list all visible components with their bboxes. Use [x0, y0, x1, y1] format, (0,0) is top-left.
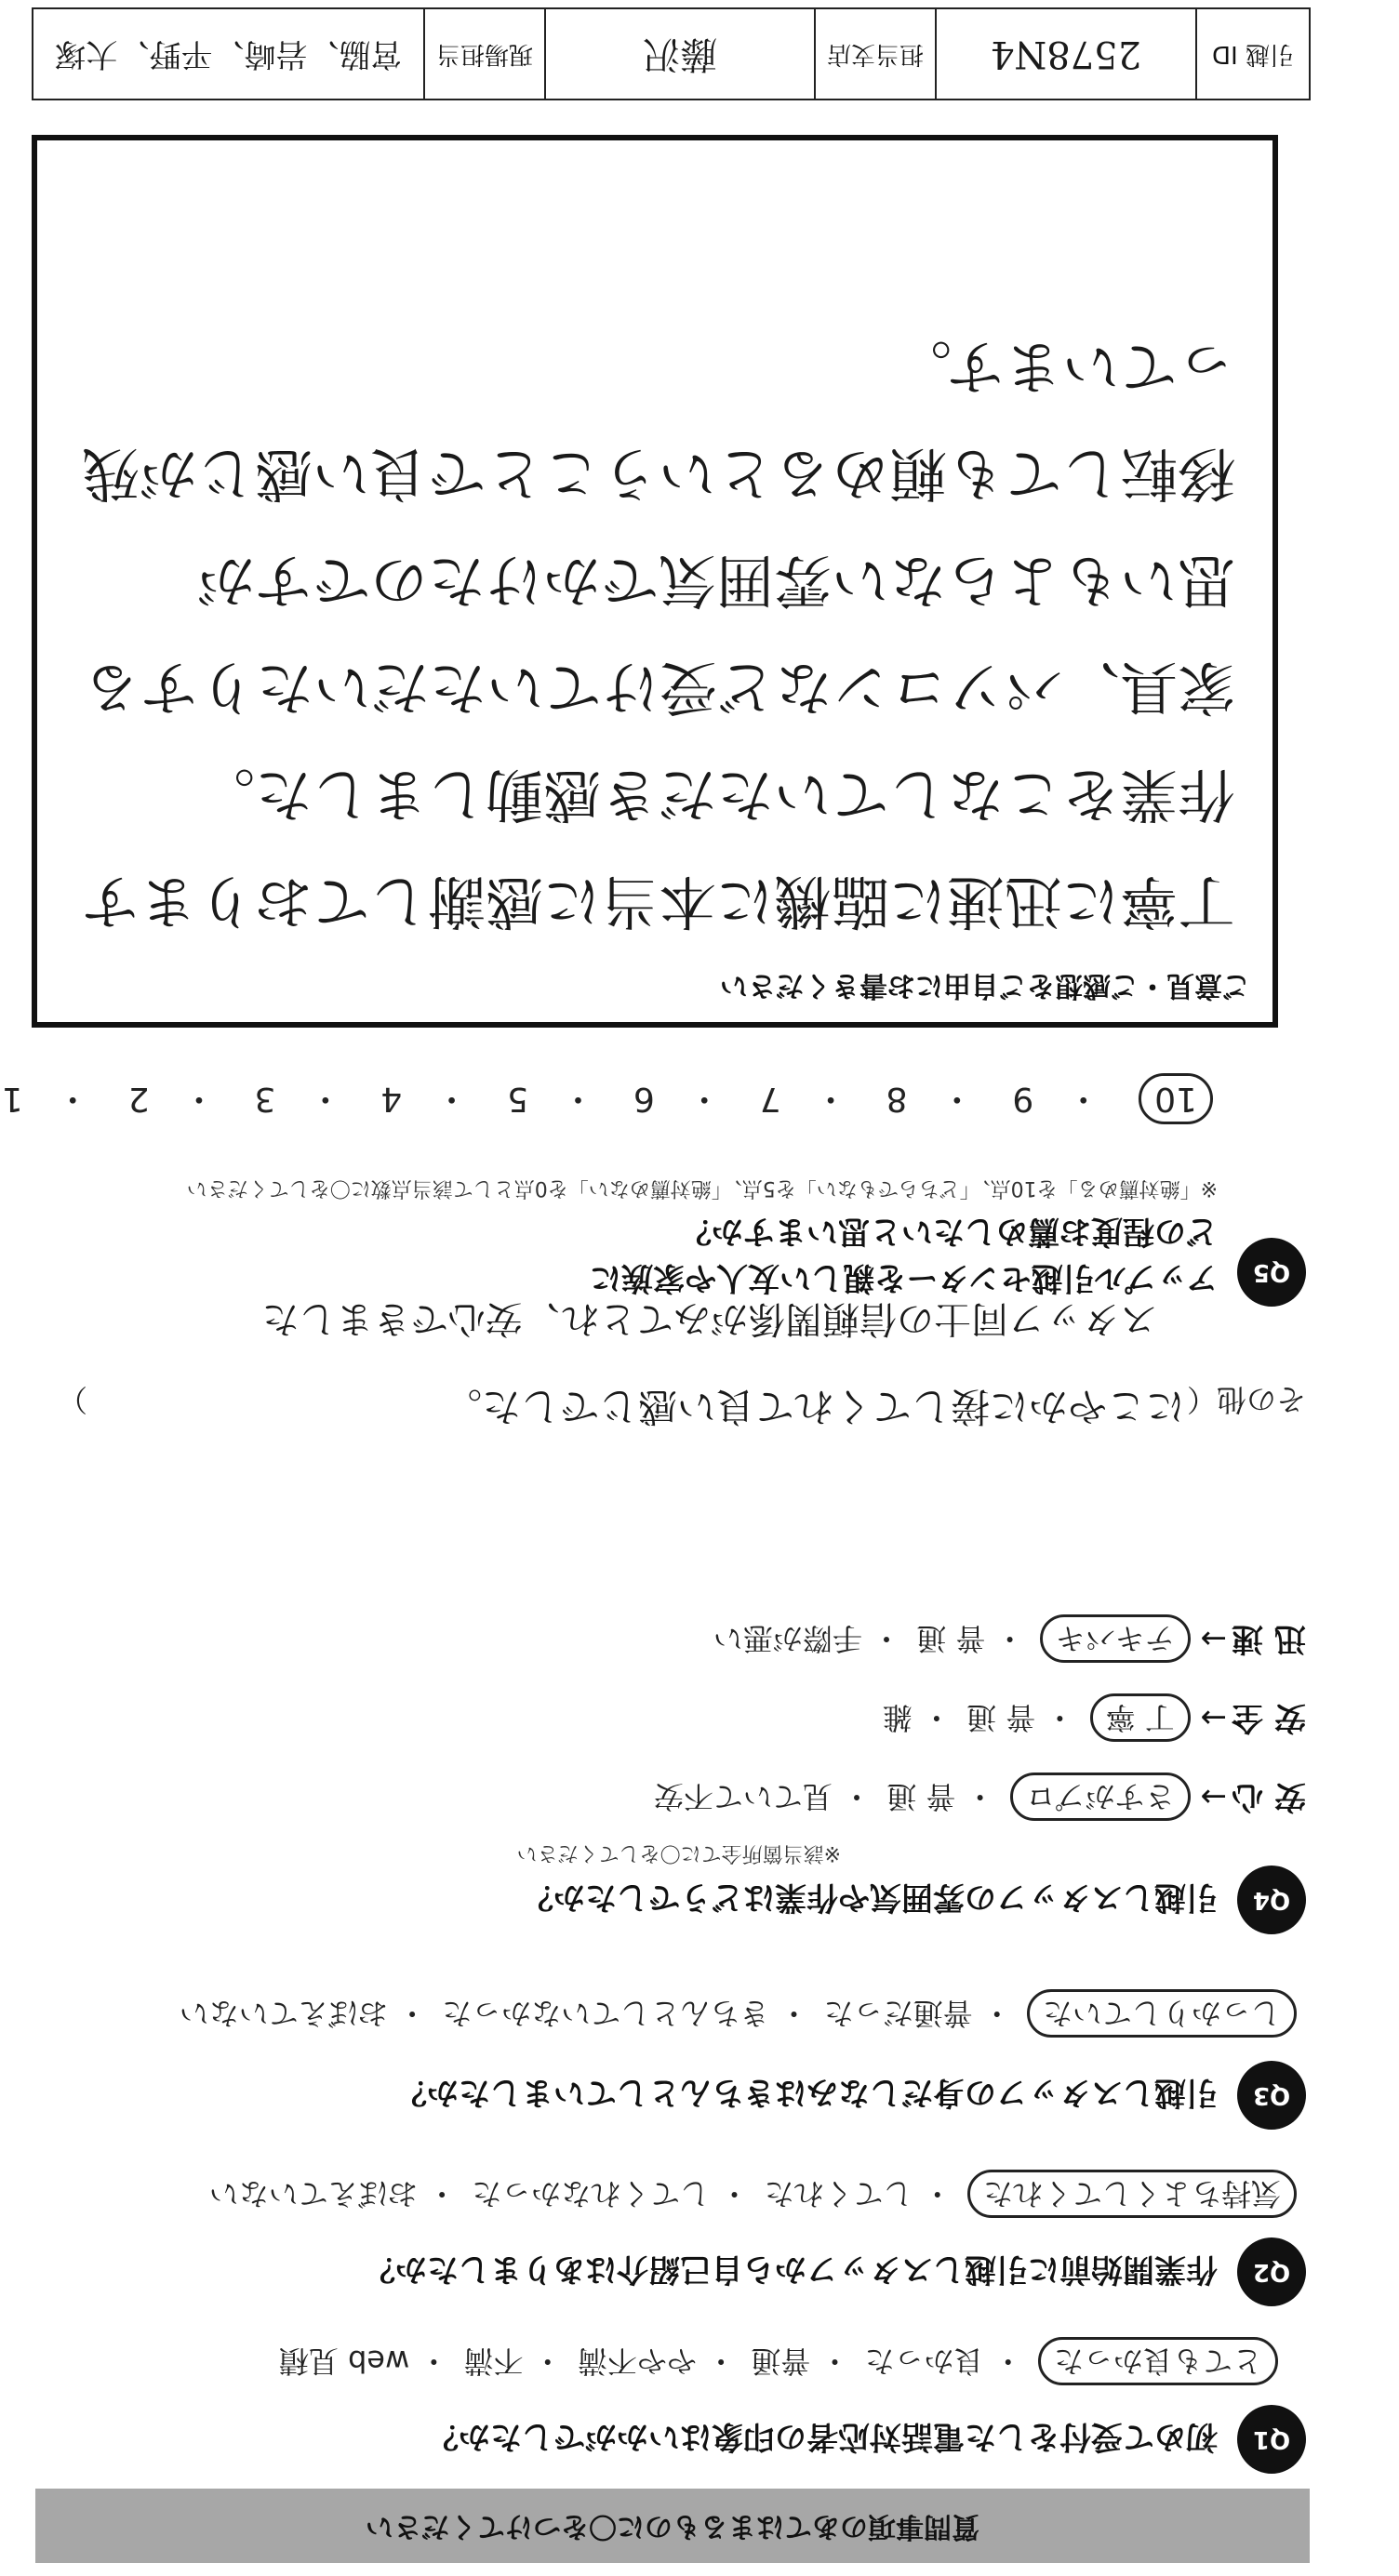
instructions-text: 質問事項のあてはまるものに〇をつけてください	[366, 2510, 979, 2543]
q4-question: 引越しスタッフの雰囲気や作業はどうでしたか？	[522, 1879, 1218, 1916]
q4-option[interactable]: ・ 普 通	[916, 1621, 1025, 1656]
q1-badge: Q1	[1237, 2405, 1306, 2474]
q5-score[interactable]: ・ 6	[633, 1080, 722, 1118]
q5-score[interactable]: ・ 3	[254, 1080, 342, 1118]
arrow-right-icon: →	[1190, 1620, 1228, 1657]
q5-score[interactable]: ・ 5	[507, 1080, 595, 1118]
q1-question: 初めて受付をした電話対応者の印象はいかがでしたか？	[427, 2418, 1218, 2455]
q3-option[interactable]: ・ 普通だった	[823, 1996, 1012, 2031]
q2-option[interactable]: ・ おぼえていない	[208, 2176, 458, 2211]
arrow-right-icon: →	[1190, 1778, 1228, 1815]
comment-line: っています。	[893, 333, 1235, 401]
comment-line: 思いもよらない雰囲気でかけたのですが	[196, 547, 1235, 615]
q3-option[interactable]: ・ おぼえていない	[179, 1996, 428, 2031]
q5-score[interactable]: ・ 2	[127, 1080, 217, 1118]
q3-options	[174, 1994, 1297, 2037]
q4-option[interactable]: ・ 手際が悪い	[713, 1621, 902, 1656]
q4-row-anshin	[648, 1777, 1306, 1823]
q4-badge: Q4	[1237, 1866, 1306, 1934]
q1-option[interactable]: ・ 良かった	[864, 2344, 1023, 2379]
q4-other-label: その他（	[1186, 1382, 1306, 1417]
arrow-right-icon: →	[1190, 1699, 1228, 1736]
q5-badge: Q5	[1237, 1238, 1306, 1307]
q4-option[interactable]: ・ 雑	[882, 1700, 952, 1735]
move-id-value: 2578N4	[937, 9, 1197, 99]
q4-row-anzen	[877, 1698, 1306, 1744]
q2-question: 作業開始前に引越しスタッフから自己紹介はありましたか？	[364, 2251, 1218, 2288]
q4-other-handwriting-2: スタッフ同士の信頼関係がみてとれ、安心できました	[261, 1297, 1157, 1340]
comment-line: 丁寧に迅速に臨機に本当に感謝しております	[81, 868, 1235, 936]
q1-options	[273, 2342, 1278, 2384]
q2-options	[204, 2174, 1297, 2217]
q3-option-selected[interactable]: しっかりしていた	[1027, 1989, 1297, 2038]
leader-label: 現場担当	[425, 9, 546, 99]
q1-option[interactable]: ・ web 見積	[278, 2344, 449, 2379]
q4-option[interactable]: ・ 見ていて不安	[653, 1779, 873, 1814]
q4-option-selected[interactable]: さすがプロ	[1010, 1773, 1191, 1821]
q4-row-label: 安 全	[1232, 1699, 1306, 1736]
q1-option[interactable]: ・ やや不満	[577, 2344, 737, 2379]
office-use-table	[32, 7, 1311, 100]
leader-value: 宮脇、岩崎、平野、大塚	[33, 9, 425, 99]
comment-line: 作業をこなしていただき感動しました。	[196, 761, 1235, 829]
comment-line: 移転しても頼めるということで良い感じが残	[81, 440, 1235, 508]
q5-score[interactable]: ・ 9	[1012, 1080, 1100, 1118]
q5-score[interactable]: ・ 7	[759, 1080, 848, 1118]
q2-option[interactable]: ・ してくれなかった	[472, 2176, 750, 2211]
q5-scale	[0, 1078, 1213, 1125]
comments-title: ご意見・ご感想をご自由にお書きください	[720, 969, 1250, 1002]
q5-score[interactable]: ・ 8	[886, 1080, 974, 1118]
q3-badge: Q3	[1237, 2061, 1306, 2130]
branch-label: 担当支店	[816, 9, 937, 99]
q4-row-label: 迅 速	[1232, 1620, 1306, 1657]
q5-score[interactable]: ・ 1	[1, 1080, 90, 1118]
q4-other-handwriting-1: にこやかに接してくれて良い感じでした。	[442, 1384, 1185, 1429]
q1-option[interactable]: ・ 普通	[751, 2344, 850, 2379]
q2-option-selected[interactable]: 気持ちよくしてくれた	[967, 2170, 1297, 2218]
q4-other-close: ）	[57, 1382, 87, 1417]
q4-option-selected[interactable]: 丁 寧	[1090, 1693, 1191, 1742]
q5-question-line2: どの程度お薦めしたいと思いますか？	[680, 1213, 1218, 1250]
q4-option[interactable]: ・ 普 通	[966, 1700, 1075, 1735]
q5-note: ※「絶対薦める」を10点、「どちらでもない」を5点、「絶対薦めない」を0点として該当点数に〇をしてください	[186, 1176, 1218, 1200]
q4-option[interactable]: ・ 普 通	[886, 1779, 995, 1814]
q2-badge: Q2	[1237, 2237, 1306, 2306]
q1-option-selected[interactable]: とても良かった	[1038, 2337, 1278, 2385]
comments-box[interactable]	[32, 135, 1278, 1028]
q5-question-line1: アップル引越センターを親しい友人や家族に	[590, 1259, 1218, 1296]
q3-question: 引越しスタッフの身だしなみはきちんとしていましたか？	[395, 2074, 1218, 2111]
move-id-label: 引越 ID	[1212, 40, 1294, 68]
q3-option[interactable]: ・ きちんとしていなかった	[442, 1996, 809, 2031]
q4-note: ※該当箇所全てに〇をしてください	[516, 1841, 841, 1865]
comment-line: 家具、パソコンなど受けていただいたりする	[83, 654, 1235, 722]
q4-option-selected[interactable]: テキパキ	[1040, 1614, 1191, 1663]
q4-row-label: 安 心	[1232, 1778, 1306, 1815]
q5-score[interactable]: ・ 4	[380, 1080, 469, 1118]
instructions-header	[35, 2489, 1310, 2563]
q2-option[interactable]: ・ してくれた	[764, 2176, 953, 2211]
branch-value: 藤沢	[546, 9, 816, 99]
q1-option[interactable]: ・ 不満	[463, 2344, 563, 2379]
q5-score-selected[interactable]: 10	[1139, 1073, 1213, 1124]
q4-row-jinsoku	[708, 1619, 1306, 1665]
